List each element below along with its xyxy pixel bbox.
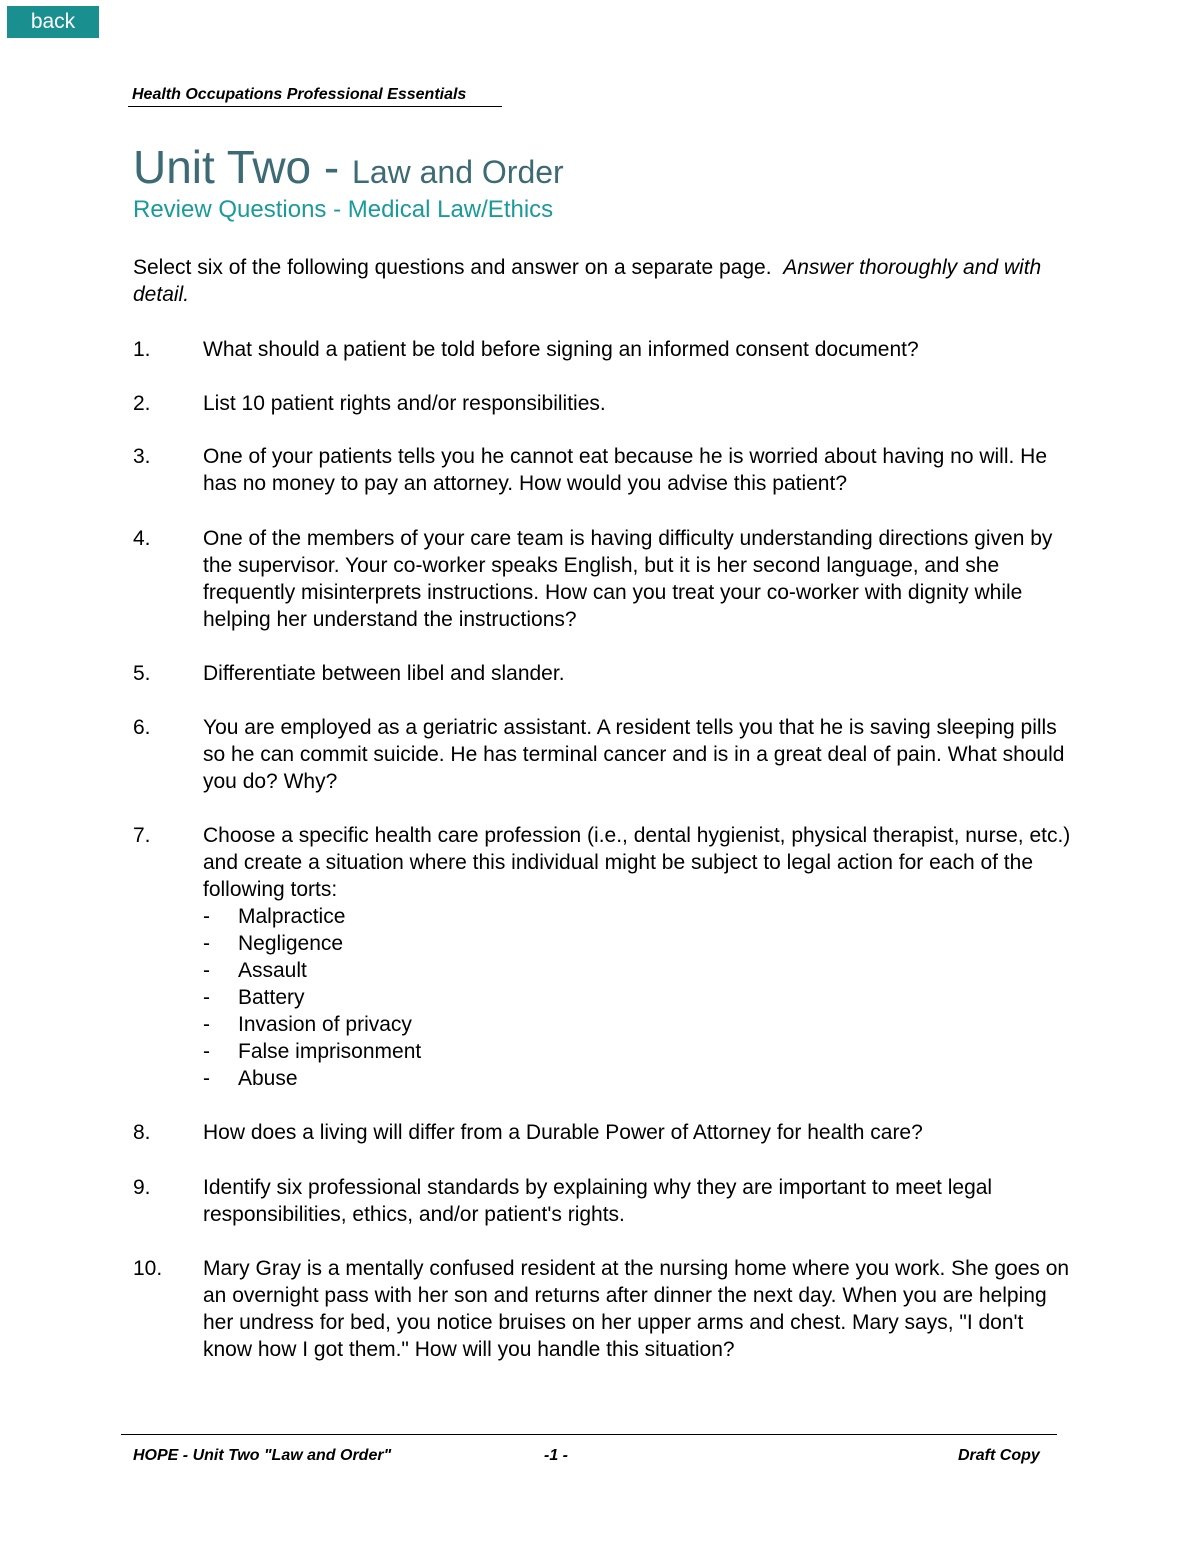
page-title (133, 140, 564, 194)
tort-label: False imprisonment (238, 1040, 422, 1063)
question-5 (133, 660, 1073, 687)
dash-bullet: - (203, 986, 210, 1009)
question-number: 8. (133, 1121, 151, 1144)
footer-page-number: -1 - (544, 1447, 568, 1464)
footer-right: Draft Copy (958, 1447, 1040, 1464)
dash-bullet: - (203, 959, 210, 982)
question-number: 9. (133, 1176, 151, 1199)
question-10 (133, 1255, 1073, 1363)
list-item (203, 1011, 1073, 1038)
question-7 (133, 822, 1073, 1092)
question-7-text: Choose a specific health care profession (i.e., dental hygienist, physical therapist, nurse, etc.) and create a situation where this individual might be subject to legal action for each of the following torts: (203, 824, 1071, 901)
tort-label: Battery (238, 986, 305, 1009)
question-text (203, 822, 1073, 1092)
list-item (203, 903, 1073, 930)
question-number: 7. (133, 824, 151, 847)
question-text: List 10 patient rights and/or responsibilities. (203, 392, 606, 415)
question-8 (133, 1119, 1073, 1146)
question-text: You are employed as a geriatric assistant. A resident tells you that he is saving sleeping pills so he can commit suicide. He has terminal cancer and is in a great deal of pain. What should you do? Why? (203, 716, 1065, 793)
dash-bullet: - (203, 1067, 210, 1090)
question-number: 2. (133, 392, 151, 415)
question-text: Identify six professional standards by explaining why they are important to meet legal responsibilities, ethics, and/or patient's rights. (203, 1176, 993, 1226)
question-text: Mary Gray is a mentally confused resident at the nursing home where you work. She goes on an overnight pass with her son and returns after dinner the next day. When you are helping her undress for bed, you notice bruises on her upper arms and chest. Mary says, "I don't know how I got them." How will you handle this situation? (203, 1257, 1070, 1361)
question-number: 3. (133, 445, 151, 468)
question-number: 6. (133, 716, 151, 739)
title-main: Unit Two (133, 141, 312, 193)
instructions-emphasis: Answer thoroughly and with detail. (133, 256, 1042, 306)
tort-label: Invasion of privacy (238, 1013, 412, 1036)
list-item (203, 930, 1073, 957)
tort-list (203, 903, 1073, 1092)
list-item (203, 1038, 1073, 1065)
question-1 (133, 336, 1073, 363)
dash-bullet: - (203, 932, 210, 955)
question-text: What should a patient be told before signing an informed consent document? (203, 338, 919, 361)
title-sub: Law and Order (352, 154, 564, 190)
footer-left: HOPE - Unit Two "Law and Order" (133, 1447, 392, 1464)
tort-label: Abuse (238, 1067, 298, 1090)
question-text: Differentiate between libel and slander. (203, 662, 565, 685)
list-item (203, 984, 1073, 1011)
dash-bullet: - (203, 905, 210, 928)
question-number: 5. (133, 662, 151, 685)
instructions (133, 254, 1073, 308)
dash-bullet: - (203, 1013, 210, 1036)
title-separator: - (311, 141, 353, 193)
question-text: How does a living will differ from a Durable Power of Attorney for health care? (203, 1121, 923, 1144)
list-item (203, 1065, 1073, 1092)
question-9 (133, 1174, 1073, 1228)
question-number: 1. (133, 338, 151, 361)
question-text: One of the members of your care team is having difficulty understanding directions given by the supervisor. Your co-worker speaks English, but it is her second language, and she frequently misinterprets instructions. How can you treat your co-worker with dignity while helping her understand the instructions? (203, 527, 1053, 631)
instructions-text: Select six of the following questions and answer on a separate page. (133, 256, 772, 279)
tort-label: Assault (238, 959, 307, 982)
question-4 (133, 525, 1073, 633)
back-button[interactable]: back (7, 6, 99, 38)
running-header: Health Occupations Professional Essentials (128, 86, 502, 107)
question-text: One of your patients tells you he cannot eat because he is worried about having no will. He has no money to pay an attorney. How would you advise this patient? (203, 445, 1048, 495)
tort-label: Malpractice (238, 905, 346, 928)
dash-bullet: - (203, 1040, 210, 1063)
tort-label: Negligence (238, 932, 344, 955)
question-number: 10. (133, 1257, 163, 1280)
page-subtitle: Review Questions - Medical Law/Ethics (133, 196, 554, 223)
list-item (203, 957, 1073, 984)
question-number: 4. (133, 527, 151, 550)
question-3 (133, 443, 1073, 497)
question-2 (133, 390, 1073, 417)
footer-divider (121, 1434, 1057, 1435)
question-6 (133, 714, 1073, 795)
